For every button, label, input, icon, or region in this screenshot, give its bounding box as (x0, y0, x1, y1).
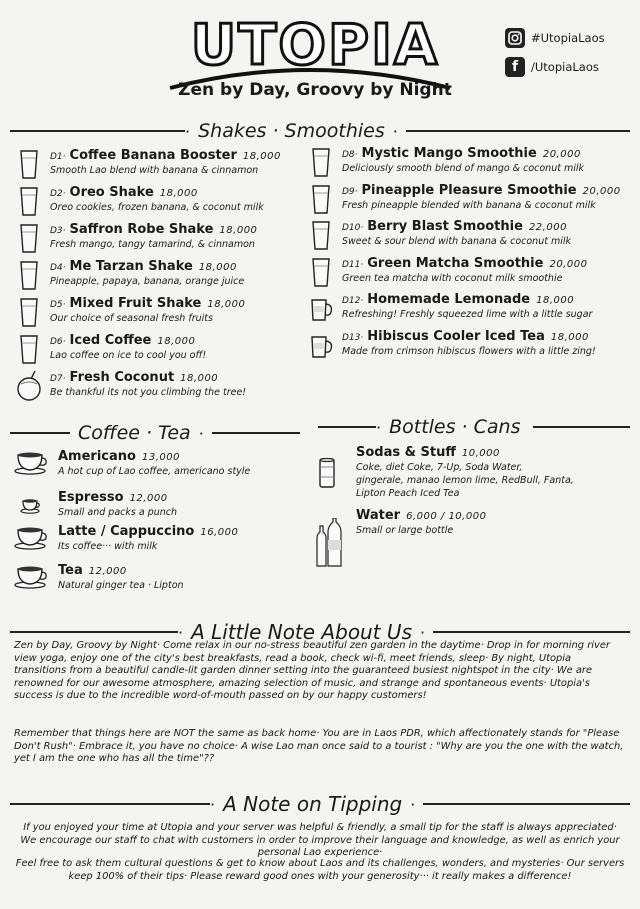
item-price: 18,000 (242, 151, 281, 162)
item-description: Our choice of seasonal fresh fruits (50, 313, 213, 324)
tipping-section-title: A Note on Tipping (223, 792, 403, 816)
menu-item-body (50, 296, 245, 328)
menu-item (16, 333, 206, 365)
item-name: Saffron Robe Shake (69, 222, 214, 237)
dot: · (392, 121, 398, 141)
menu-item-header (50, 370, 246, 385)
menu-item-body (58, 524, 238, 552)
tagline: Zen by Day, Groovy by Night (178, 80, 452, 100)
item-name: Hibiscus Cooler Iced Tea (367, 328, 545, 344)
item-name: Sodas & Stuff (356, 445, 456, 460)
tipping-paragraph-2: Feel free to ask them cultural questions & get to know about Laos and its challenges, wonders, and mysteries· Our servers keep 100% of their tips· Please reward good ones with your generosity··· it really makes a difference! (15, 858, 625, 882)
glass-icon (16, 148, 42, 180)
divider (10, 631, 178, 633)
menu-item (16, 148, 281, 180)
item-price: 13,000 (141, 452, 180, 463)
divider (533, 426, 631, 428)
menu-item-body (356, 445, 574, 505)
utopia-logo: UTOPIA (190, 13, 440, 78)
menu-item-body (50, 185, 264, 217)
item-description: Fresh pineapple blended with banana & coconut milk (342, 199, 596, 211)
item-price: 20,000 (582, 185, 621, 197)
item-name: Latte / Cappuccino (58, 524, 195, 539)
bottles-section-header (318, 416, 630, 438)
item-price: 18,000 (159, 188, 198, 199)
menu-item-header (50, 185, 264, 200)
divider (406, 130, 630, 132)
menu-item-header (342, 329, 596, 344)
facebook-link[interactable] (505, 57, 599, 77)
item-price: 10,000 (461, 448, 500, 459)
facebook-handle: /UtopiaLaos (531, 60, 599, 74)
facebook-icon: f (505, 57, 525, 77)
item-price: 18,000 (219, 225, 258, 236)
menu-item-header (342, 146, 584, 161)
divider (10, 803, 210, 805)
menu-item-header (356, 445, 574, 460)
item-price: 18,000 (180, 373, 219, 384)
item-description: Coke, diet Coke, 7-Up, Soda Water, (356, 462, 523, 473)
glass-icon (308, 219, 334, 251)
item-number: D8· (342, 150, 358, 160)
menu-item-body (50, 333, 206, 365)
menu-item-header (58, 563, 184, 578)
item-name: Green Matcha Smoothie (367, 255, 544, 271)
menu-item (16, 370, 246, 402)
menu-item (14, 490, 177, 518)
menu-item-body (342, 183, 621, 215)
item-price: 18,000 (550, 331, 589, 343)
item-price: 22,000 (528, 222, 567, 233)
small-cup-icon (14, 490, 48, 516)
cup-icon (14, 449, 48, 475)
coffee-section-title: Coffee · Tea (78, 422, 191, 444)
item-name: Coffee Banana Booster (69, 148, 237, 163)
menu-item-header (342, 292, 592, 307)
menu-item-body (50, 259, 244, 291)
menu-item-header (356, 508, 486, 523)
glass-icon (16, 185, 42, 217)
item-name: Mixed Fruit Shake (69, 296, 202, 311)
item-number: D6· (50, 337, 66, 347)
item-price: 20,000 (549, 258, 588, 270)
item-name: Mystic Mango Smoothie (361, 146, 537, 161)
item-number: D13· (342, 332, 364, 343)
item-number: D5· (50, 300, 66, 310)
item-description: Deliciously smooth blend of mango & coconut milk (342, 163, 584, 174)
item-name: Espresso (58, 490, 124, 505)
item-description: Pineapple, papaya, banana, orange juice (50, 276, 245, 287)
menu-item-body (342, 256, 587, 288)
item-description: Lao coffee on ice to cool you off! (50, 350, 207, 361)
menu-item (308, 292, 592, 324)
menu-item-header (342, 256, 587, 271)
menu-item-header (50, 259, 244, 274)
item-price: 16,000 (200, 527, 239, 538)
menu-item-header (50, 148, 281, 163)
menu-item (308, 329, 596, 361)
item-description: Oreo cookies, frozen banana, & coconut milk (50, 202, 264, 213)
menu-item-body (58, 449, 250, 477)
item-description: Sweet & sour blend with banana & coconut milk (342, 236, 572, 247)
item-description: Refreshing! Freshly squeezed lime with a little sugar (342, 309, 593, 320)
item-number: D4· (50, 263, 66, 273)
menu-item (308, 219, 571, 251)
menu-item (14, 524, 238, 552)
menu-item (14, 449, 250, 477)
item-name: Pineapple Pleasure Smoothie (361, 182, 577, 198)
menu-item-body (50, 370, 246, 402)
item-number: D12· (342, 296, 364, 306)
item-price: 18,000 (536, 295, 575, 306)
cup-icon (14, 563, 48, 589)
glass-icon (16, 296, 42, 328)
item-description: Natural ginger tea · Lipton (58, 580, 184, 591)
menu-item (16, 185, 264, 217)
mug-icon (308, 329, 334, 361)
bottles-icon (314, 518, 344, 568)
item-description: Green tea matcha with coconut milk smoothie (342, 272, 563, 284)
item-name: Fresh Coconut (69, 370, 175, 385)
divider (318, 426, 376, 428)
item-description: Be thankful its not you climbing the tree! (50, 387, 247, 398)
divider (10, 432, 70, 434)
about-paragraph-2: Remember that things here are NOT the same as back home· You are in Laos PDR, which affectionately stands for "Please Don't Rush"· Embrace it, you have no choice· A wise Lao man once said to a tourist : "Why are you the one with the watch, yet I am the one who has all the time"?? (14, 728, 624, 765)
menu-item-header (50, 222, 257, 237)
menu-item-body (342, 292, 592, 324)
item-name: Americano (58, 449, 136, 464)
menu-item (16, 222, 257, 254)
dot: · (210, 794, 216, 814)
item-price: 12,000 (88, 566, 127, 577)
item-price: 18,000 (207, 299, 246, 310)
item-description: A hot cup of Lao coffee, americano style (58, 466, 251, 477)
menu-item-body (342, 146, 584, 178)
item-description: Fresh mango, tangy tamarind, & cinnamon (50, 239, 255, 250)
coconut-icon (16, 370, 42, 402)
menu-item (308, 256, 587, 288)
menu-item-header (50, 296, 245, 311)
menu-item (314, 445, 574, 505)
item-description: Its coffee··· with milk (58, 541, 158, 552)
dot: · (178, 622, 184, 642)
menu-item-header (58, 490, 177, 505)
dot: · (198, 423, 204, 443)
glass-icon (308, 256, 334, 288)
item-number: D2· (50, 189, 66, 199)
menu-item (16, 296, 245, 328)
menu-item-header (342, 219, 571, 234)
dot: · (376, 417, 382, 437)
menu-item-header (342, 183, 621, 198)
item-number: D10· (342, 223, 364, 233)
about-section-title: A Little Note About Us (191, 620, 412, 644)
menu-item-body (342, 329, 596, 361)
coffee-section-header (10, 422, 300, 444)
glass-icon (16, 259, 42, 291)
menu-item (16, 259, 244, 291)
item-description: Made from crimson hibiscus flowers with a little zing! (342, 345, 596, 357)
item-price: 12,000 (129, 493, 168, 504)
glass-icon (308, 146, 334, 178)
item-number: D9· (342, 186, 358, 197)
shakes-section-header (10, 120, 630, 142)
item-price: 18,000 (198, 262, 237, 273)
menu-item (308, 183, 621, 215)
instagram-icon (505, 28, 525, 48)
menu-item-body (356, 508, 486, 568)
menu-item (314, 508, 486, 568)
instagram-link[interactable] (505, 28, 605, 48)
item-description: Small and packs a punch (58, 507, 178, 518)
divider (10, 130, 185, 132)
divider (423, 803, 630, 805)
item-description: Lipton Peach Iced Tea (356, 488, 460, 499)
item-description: Smooth Lao blend with banana & cinnamon (50, 165, 259, 176)
divider (212, 432, 300, 434)
menu-item (14, 563, 184, 591)
item-number: D7· (50, 374, 66, 384)
cup-icon (14, 524, 48, 550)
item-number: D11· (342, 259, 364, 270)
item-name: Iced Coffee (69, 333, 152, 348)
item-name: Me Tarzan Shake (69, 259, 193, 274)
item-price: 18,000 (157, 336, 196, 347)
about-paragraph-1: Zen by Day, Groovy by Night· Come relax in our no-stress beautiful zen garden in the daytime· Drop in for morning river view yoga, enjoy one of the city's best breakfasts, read a book, check wi-fi, meet friends, sleep· By night, Utopia transitions from a beautiful candle-lit garden dinner setting into the guaranteed busiest nightspot in the city· We are renowned for our awesome atmosphere, amazing selection of music, and strange and spontaneous events· Utopia's success is due to the incredible word-of-mouth passed on by our happy customers! (14, 640, 610, 702)
menu-item-body (58, 490, 177, 518)
menu-item-header (50, 333, 206, 348)
item-number: D1· (50, 152, 66, 162)
dot: · (185, 121, 191, 141)
item-price: 6,000 / 10,000 (406, 511, 487, 522)
glass-icon (16, 222, 42, 254)
divider (433, 631, 630, 633)
glass-icon (16, 333, 42, 365)
item-description: Small or large bottle (356, 525, 454, 536)
tipping-paragraph-1: If you enjoyed your time at Utopia and your server was helpful & friendly, a small tip for the staff is always appreciated· We encourage our staff to chat with customers in order to improve their language and knowledge, as well as enrich your personal Lao experience· (20, 822, 620, 859)
item-number: D3· (50, 226, 66, 236)
bottles-section-title: Bottles · Cans (389, 416, 521, 438)
can-icon (314, 455, 344, 505)
menu-item-header (58, 524, 238, 539)
item-name: Berry Blast Smoothie (367, 219, 523, 234)
shakes-section-title: Shakes · Smoothies (198, 120, 385, 142)
item-name: Water (356, 508, 401, 523)
item-name: Oreo Shake (69, 185, 154, 200)
menu-item (308, 146, 584, 178)
menu-item-body (58, 563, 184, 591)
menu-item-body (50, 148, 281, 180)
menu-item-header (58, 449, 250, 464)
dot: · (410, 794, 416, 814)
menu-item-body (342, 219, 571, 251)
mug-icon (308, 292, 334, 324)
menu-item-body (50, 222, 257, 254)
instagram-handle: #UtopiaLaos (531, 31, 605, 45)
item-description: gingerale, manao lemon lime, RedBull, Fanta, (356, 475, 574, 486)
glass-icon (308, 183, 334, 215)
dot: · (419, 622, 426, 642)
item-name: Tea (58, 563, 83, 578)
item-price: 20,000 (542, 149, 581, 160)
item-name: Homemade Lemonade (367, 292, 531, 307)
tipping-section-header (10, 792, 630, 816)
